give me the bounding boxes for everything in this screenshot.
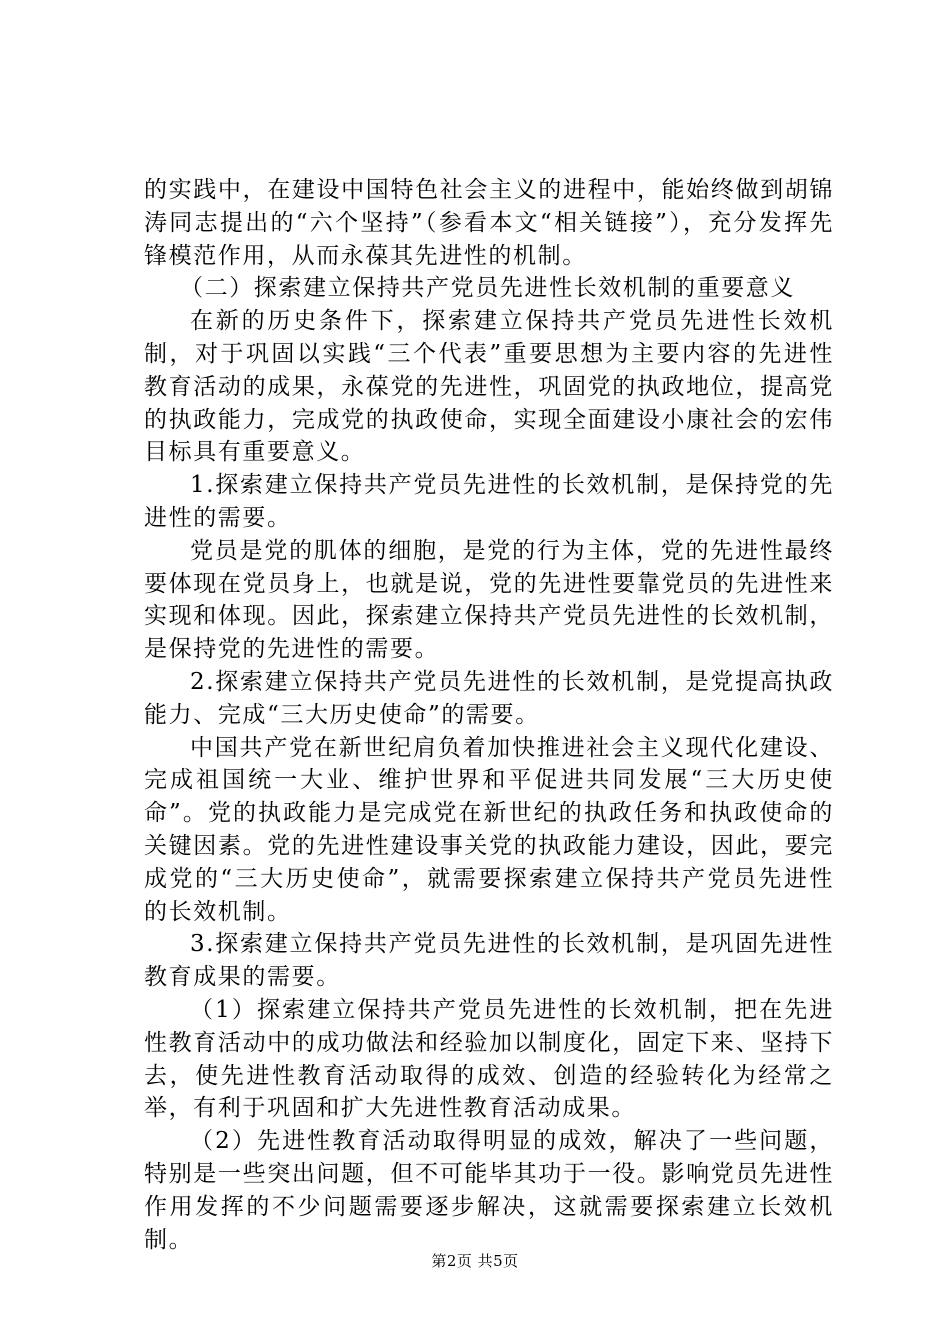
document-body bbox=[144, 174, 834, 1256]
paragraph: 在新的历史条件下，探索建立保持共产党员先进性长效机制，对于巩固以实践“三个代表”重要思想为主要内容的先进性教育活动的成果，永葆党的先进性，巩固党的执政地位，提高党的执政能力，完成党的执政使命，实现全面建设小康社会的宏伟目标具有重要意义。 bbox=[144, 308, 834, 466]
point-heading-1: 1.探索建立保持共产党员先进性的长效机制，是保持党的先进性的需要。 bbox=[144, 472, 834, 531]
section-heading: （二）探索建立保持共产党员先进性长效机制的重要意义 bbox=[180, 275, 795, 302]
paragraph: 党员是党的肌体的细胞，是党的行为主体，党的先进性最终要体现在党员身上，也就是说，党的先进性要靠党员的先进性来实现和体现。因此，探索建立保持共产党员先进性的长效机制，是保持党的先进性的需要。 bbox=[144, 537, 834, 663]
paragraph: 中国共产党在新世纪肩负着加快推进社会主义现代化建设、完成祖国统一大业、维护世界和平促进共同发展“三大历史使命”。党的执政能力是完成党在新世纪的执政任务和执政使命的关键因素。党的先进性建设事关党的执政能力建设，因此，要完成党的“三大历史使命”，就需要探索建立保持共产党员先进性的长效机制。 bbox=[144, 734, 834, 925]
sub-point-1: （1）探索建立保持共产党员先进性的长效机制，把在先进性教育活动中的成功做法和经验加以制度化，固定下来、坚持下去，使先进性教育活动取得的成效、创造的经验转化为经常之举，有利于巩固和扩大先进性教育活动成果。 bbox=[144, 996, 834, 1122]
point-heading-3: 3.探索建立保持共产党员先进性的长效机制，是巩固先进性教育成果的需要。 bbox=[144, 931, 834, 991]
paragraph-continuation: 的实践中，在建设中国特色社会主义的进程中，能始终做到胡锦涛同志提出的“六个坚持”（参看本文“相关链接”），充分发挥先锋模范作用，从而永葆其先进性的机制。 bbox=[144, 177, 834, 269]
sub-point-2: （2）先进性教育活动取得明显的成效，解决了一些问题，特别是一些突出问题，但不可能毕其功于一役。影响党员先进性作用发挥的不少问题需要逐步解决，这就需要探索建立长效机制。 bbox=[144, 1128, 834, 1253]
page-number-footer: 第2页 共5页 bbox=[431, 1252, 519, 1270]
point-heading-2: 2.探索建立保持共产党员先进性的长效机制，是党提高执政能力、完成“三大历史使命”的需要。 bbox=[144, 668, 834, 728]
